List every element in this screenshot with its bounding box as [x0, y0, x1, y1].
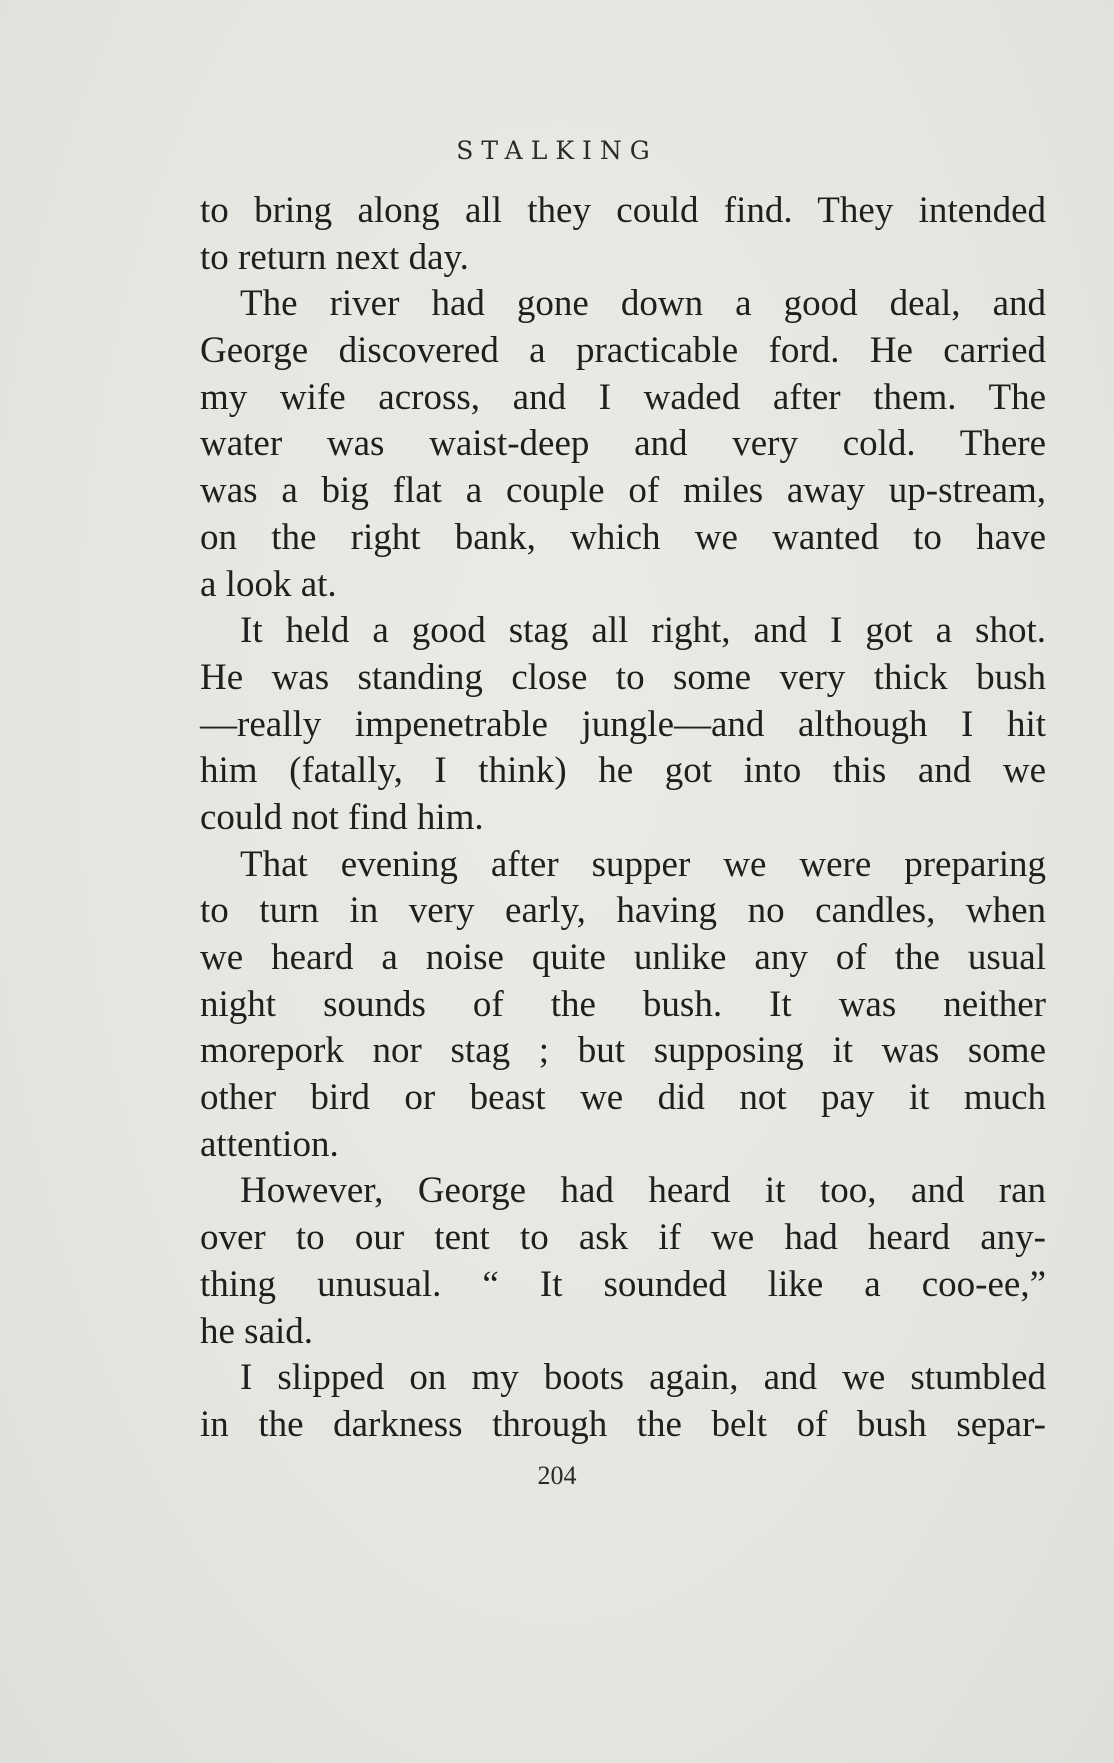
text-line: George discovered a practicable ford. He carried: [200, 330, 1046, 372]
text-line: night sounds of the bush. It was neither: [200, 983, 1046, 1025]
body-text: [200, 188, 1046, 1449]
text-line: other bird or beast we did not pay it much: [200, 1077, 1046, 1119]
text-line: on the right bank, which we wanted to have: [200, 516, 1046, 558]
text-line: a look at.: [200, 563, 337, 605]
text-line: we heard a noise quite unlike any of the usual: [200, 937, 1046, 978]
text-line: over to our tent to ask if we had heard any-: [200, 1217, 1046, 1259]
text-line: He was standing close to some very thick bush: [200, 656, 1046, 698]
text-line: to turn in very early, having no candles, when: [200, 890, 1046, 932]
text-line: thing unusual. “ It sounded like a coo-ee,”: [200, 1263, 1046, 1305]
text-line: That evening after supper we were preparing: [240, 843, 1046, 885]
page-number: 204: [537, 1461, 577, 1490]
text-line: However, George had heard it too, and ran: [240, 1170, 1046, 1212]
running-head: STALKING: [456, 136, 658, 165]
text-line: attention.: [200, 1123, 339, 1165]
text-line: could not find him.: [200, 796, 484, 838]
text-line: I slipped on my boots again, and we stumbled: [240, 1357, 1046, 1399]
text-line: he said.: [200, 1310, 314, 1352]
text-line: in the darkness through the belt of bush separ-: [200, 1403, 1046, 1445]
text-line: water was waist-deep and very cold. There: [200, 423, 1046, 465]
text-line: morepork nor stag ; but supposing it was some: [200, 1030, 1046, 1072]
text-line: my wife across, and I waded after them. The: [200, 376, 1046, 418]
text-line: The river had gone down a good deal, and: [240, 283, 1046, 325]
text-line: It held a good stag all right, and I got a shot.: [240, 610, 1046, 652]
text-line: him (fatally, I think) he got into this and we: [200, 750, 1046, 792]
text-line: to bring along all they could find. They intended: [200, 190, 1046, 231]
text-line: was a big flat a couple of miles away up-stream,: [200, 470, 1046, 512]
text-line: —really impenetrable jungle—and although I hit: [200, 703, 1046, 745]
text-line: to return next day.: [200, 236, 469, 278]
